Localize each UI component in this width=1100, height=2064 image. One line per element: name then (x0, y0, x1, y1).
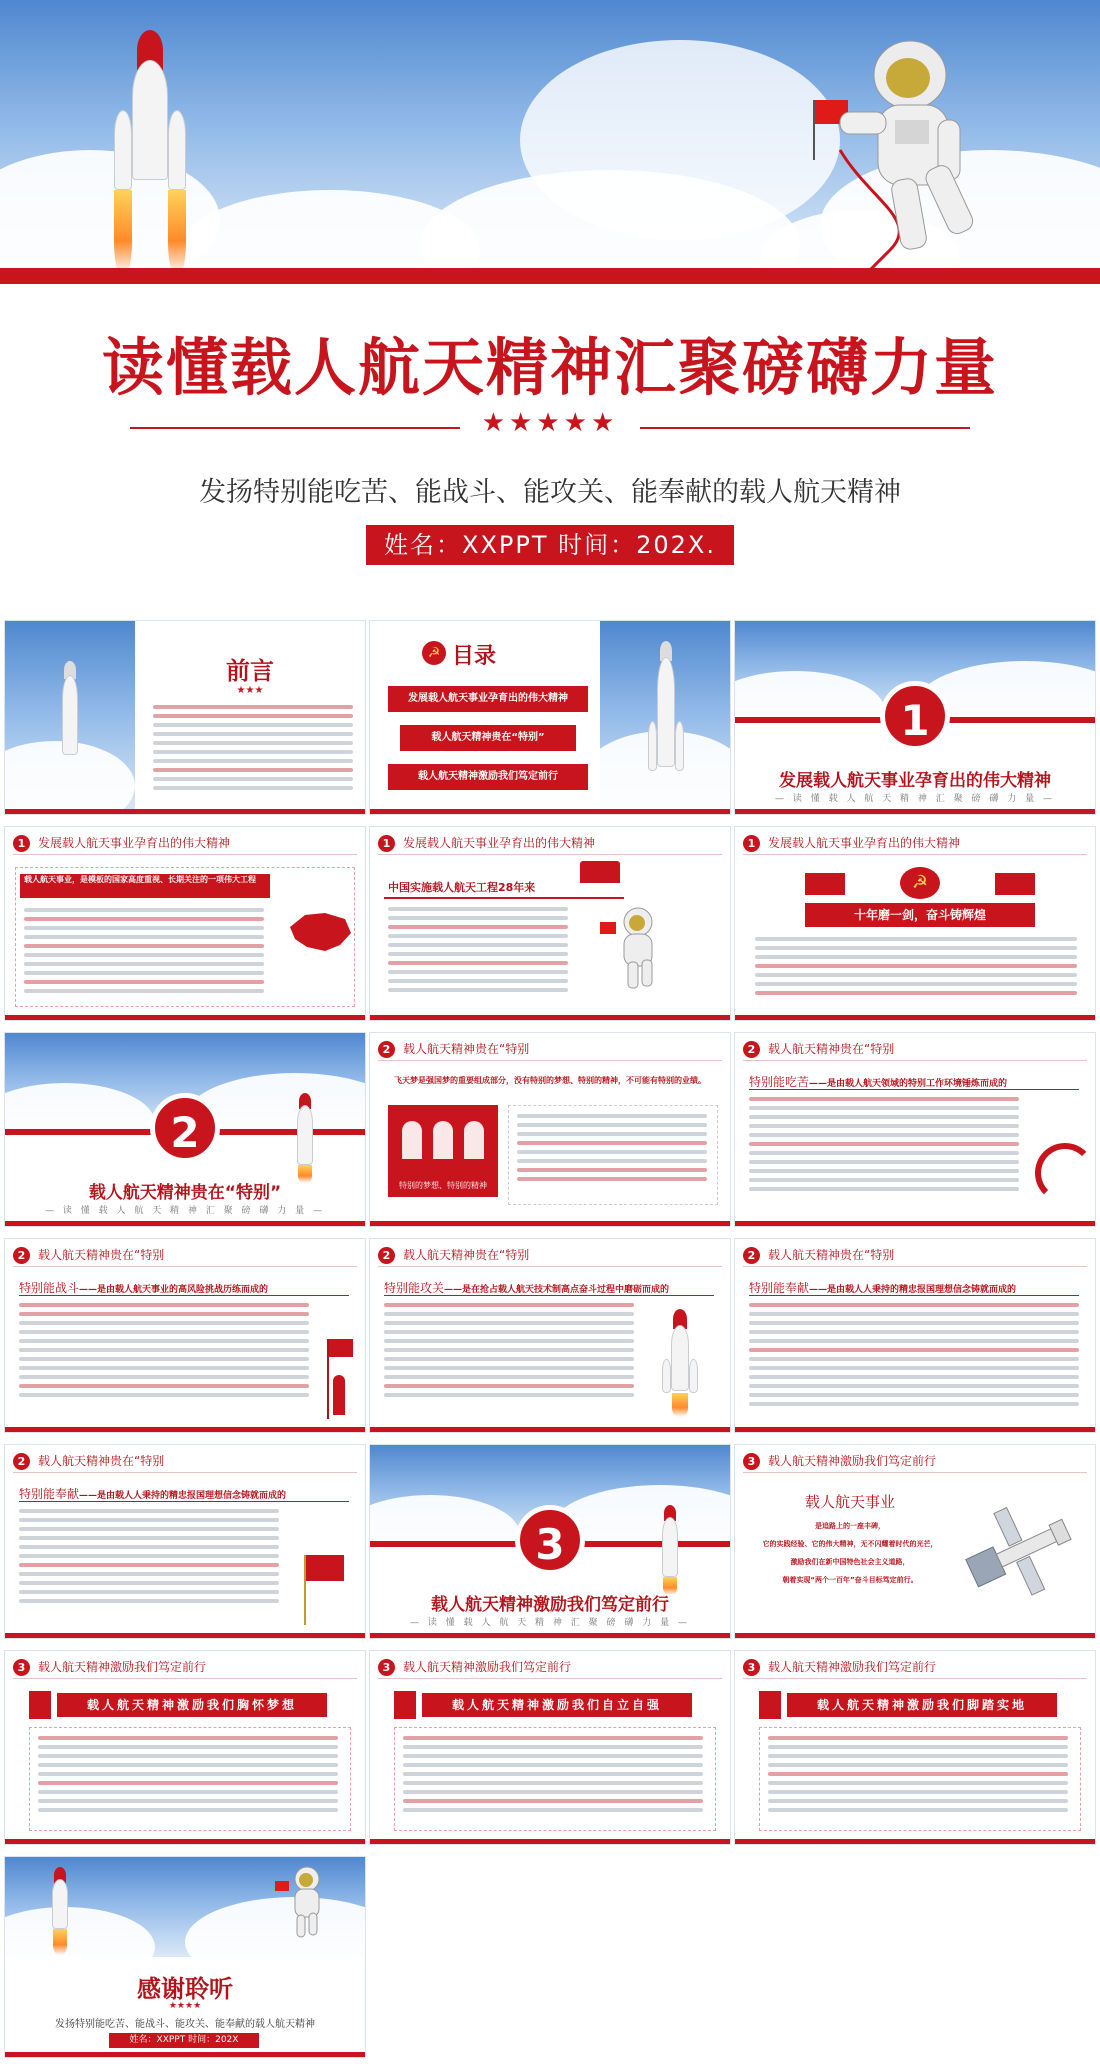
section-badge: 3 (743, 1453, 760, 1470)
slide-4a[interactable] (4, 1444, 366, 1639)
slide-header: 发展载人航天事业孕育出的伟大精神 (768, 836, 961, 850)
slide-5a[interactable] (4, 1650, 366, 1845)
slide-footer-band (370, 1221, 730, 1226)
slide-footer-band (370, 1427, 730, 1432)
thanks-title: 感谢聆听 (137, 1975, 233, 2003)
flag-bearer-icon (323, 1339, 353, 1419)
subsection-tail: ——是由载人航天领域的特别工作环境锤炼而成的 (809, 1079, 1008, 1089)
slide-toc[interactable] (369, 620, 731, 815)
banner-title: 载人航天精神激励我们自立自强 (422, 1693, 692, 1717)
slide-4c[interactable] (734, 1444, 1096, 1639)
rocket-icon (660, 1309, 700, 1419)
party-emblem-icon: ☭ (422, 641, 446, 665)
preface-title: 前言 (226, 657, 274, 685)
slide-header: 载人航天精神贵在“特别 (403, 1042, 530, 1056)
preface-stars: ★★★ (236, 685, 264, 696)
flag-icon (290, 1555, 350, 1625)
astronaut-icon (600, 902, 670, 992)
feature-line-4: 朝着实现“两个一百年”奋斗目标笃定前行。 (782, 1576, 918, 1584)
slide-header: 载人航天精神贵在“特别 (768, 1042, 895, 1056)
subsection-title: 特别能吃苦 (749, 1075, 810, 1089)
tiananmen-icon (580, 861, 620, 883)
thanks-sky (5, 1857, 365, 1957)
slide-3b[interactable] (369, 1238, 731, 1433)
slide-1b[interactable] (369, 826, 731, 1021)
astronaut-icon (800, 20, 1030, 268)
slide-thanks[interactable] (4, 1856, 366, 2058)
space-station-icon (957, 1495, 1087, 1605)
slide-footer-band (735, 1427, 1095, 1432)
section-badge: 2 (378, 1247, 395, 1264)
highlight-box: 载人航天事业，是模板的国家高度重视、长期关注的一项伟大工程 (20, 874, 270, 898)
toc-title: 目录 (452, 644, 497, 669)
rocket-icon (648, 641, 684, 791)
slide-footer-band (370, 1633, 730, 1638)
divider-left (130, 427, 460, 429)
subsection-title: 中国实施载人航天工程28年来 (388, 881, 536, 894)
section-subtitle: — 读 懂 载 人 航 天 精 神 汇 聚 磅 礴 力 量 — (45, 1206, 325, 1216)
subsection-tail: ——是由载人人秉持的精忠报国理想信念铸就而成的 (809, 1285, 1017, 1295)
rocket-icon (290, 1093, 320, 1183)
china-map-icon (285, 907, 355, 957)
slide-header: 发展载人航天事业孕育出的伟大精神 (38, 836, 231, 850)
cover-sky-banner (0, 0, 1100, 268)
toc-item-2[interactable]: 载人航天精神贵在“特别” (400, 725, 576, 751)
section-number: 2 (150, 1093, 220, 1163)
preface-body-text (153, 705, 353, 795)
section-badge: 2 (743, 1041, 760, 1058)
slide-5b[interactable] (369, 1650, 731, 1845)
subsection-heading (749, 1277, 1016, 1296)
subsection-tail: ——是由载人人秉持的精忠报国理想信念铸就而成的 (79, 1491, 287, 1501)
section-number: 3 (515, 1505, 585, 1575)
slide-3a[interactable] (4, 1238, 366, 1433)
slide-preface[interactable] (4, 620, 366, 815)
quote-text: 飞天梦是强国梦的重要组成部分，没有特别的梦想、特别的精神，不可能有特别的业绩。 (394, 1076, 706, 1085)
section-subtitle: — 读 懂 载 人 航 天 精 神 汇 聚 磅 礴 力 量 — (775, 794, 1055, 804)
cover-slide[interactable] (0, 0, 1100, 600)
slide-header: 发展载人航天事业孕育出的伟大精神 (403, 836, 596, 850)
rocket-icon (55, 661, 85, 771)
slide-header: 载人航天精神激励我们笃定前行 (403, 1660, 572, 1674)
slide-header: 载人航天精神贵在“特别 (38, 1454, 165, 1468)
name-time-bar: 姓名：XXPPT 时间：202X. (366, 525, 734, 565)
slide-section-3[interactable] (369, 1444, 731, 1639)
slide-3c[interactable] (734, 1238, 1096, 1433)
slide-section-2[interactable] (4, 1032, 366, 1227)
slide-header: 载人航天精神激励我们笃定前行 (768, 1660, 937, 1674)
slide-footer-band (5, 1427, 365, 1432)
banner-title: 载人航天精神激励我们脚踏实地 (787, 1693, 1057, 1717)
banner-title: 载人航天精神激励我们胸怀梦想 (57, 1693, 327, 1717)
toc-sky (600, 621, 730, 815)
thanks-name-time: 姓名：XXPPT 时间：202X (109, 2033, 259, 2048)
subsection-title: 特别能战斗 (19, 1281, 80, 1295)
slide-footer-band (370, 1839, 730, 1844)
section-badge: 2 (13, 1247, 30, 1264)
subsection-heading (749, 1071, 1007, 1090)
banner-title: 十年磨一剑，奋斗铸辉煌 (805, 903, 1035, 927)
section-badge: 3 (13, 1659, 30, 1676)
team-image (388, 1105, 498, 1197)
slide-header: 载人航天精神贵在“特别 (403, 1248, 530, 1262)
flag-icon (759, 1691, 781, 1719)
slide-footer-band (735, 1839, 1095, 1844)
slide-header: 载人航天精神贵在“特别 (38, 1248, 165, 1262)
subsection-title: 特别能攻关 (384, 1281, 445, 1295)
section-badge: 3 (378, 1659, 395, 1676)
flags-icon: ☭ (805, 867, 1035, 899)
subsection-heading (19, 1483, 286, 1502)
image-caption: 特别的梦想、特别的精神 (399, 1181, 487, 1190)
space-shuttle-icon (110, 30, 190, 268)
astronaut-icon (275, 1863, 335, 1943)
slide-footer-band (735, 1015, 1095, 1020)
slide-footer-band (5, 1015, 365, 1020)
subsection-tail: ——是在抢占载人航天技术制高点奋斗过程中磨砺而成的 (444, 1285, 670, 1295)
subsection-title: 特别能奉献 (749, 1281, 810, 1295)
section-title: 发展载人航天事业孕育出的伟大精神 (779, 771, 1051, 791)
subsection-title: 特别能奉献 (19, 1487, 80, 1501)
subsection-heading (384, 1277, 669, 1296)
toc-item-3[interactable]: 载人航天精神激励我们笃定前行 (388, 764, 588, 790)
slide-header: 载人航天精神贵在“特别 (768, 1248, 895, 1262)
cover-title: 读懂载人航天精神汇聚磅礴力量 (101, 331, 998, 404)
section-title: 载人航天精神贵在“特别” (88, 1183, 282, 1203)
preface-sky (5, 621, 135, 815)
subsection-heading (19, 1277, 268, 1296)
rocket-icon (655, 1505, 685, 1595)
thanks-subtitle: 发扬特别能吃苦、能战斗、能攻关、能奉献的载人航天精神 (55, 2019, 315, 2030)
ribbon-decoration (1035, 1143, 1095, 1203)
section-title: 载人航天精神激励我们笃定前行 (431, 1595, 669, 1615)
feature-title: 载人航天事业 (804, 1493, 895, 1511)
thanks-stars: ★★★★ (168, 2001, 202, 2011)
slide-footer-band (5, 1221, 365, 1226)
stars-divider: ★★★★★ (481, 408, 619, 438)
section-badge: 3 (743, 1659, 760, 1676)
slide-footer-band (5, 1839, 365, 1844)
cover-subtitle: 发扬特别能吃苦、能战斗、能攻关、能奉献的载人航天精神 (199, 477, 901, 508)
section-badge: 1 (13, 835, 30, 852)
slide-footer-band (5, 2052, 365, 2057)
feature-line-2: 它的实践经验、它的伟大精神，无不闪耀着时代的光芒， (762, 1540, 938, 1548)
divider-right (640, 427, 970, 429)
slide-section-1[interactable] (734, 620, 1096, 815)
slide-footer-band (5, 809, 365, 814)
slide-header: 载人航天精神激励我们笃定前行 (768, 1454, 937, 1468)
toc-item-1[interactable]: 发展载人航天事业孕育出的伟大精神 (388, 686, 588, 712)
slide-footer-band (5, 1633, 365, 1638)
slide-footer-band (370, 1015, 730, 1020)
slide-1c[interactable] (734, 826, 1096, 1021)
slide-2a[interactable] (369, 1032, 731, 1227)
slide-1a[interactable] (4, 826, 366, 1021)
cover-red-band (0, 268, 1100, 284)
feature-line-1: 是追路上的一座丰碑， (815, 1522, 885, 1530)
subsection-tail: ——是由载人航天事业的高风险挑战历练而成的 (79, 1285, 269, 1295)
section-subtitle: — 读 懂 载 人 航 天 精 神 汇 聚 磅 礴 力 量 — (410, 1618, 690, 1628)
slide-2b[interactable] (734, 1032, 1096, 1227)
feature-line-3: 激励我们在新中国特色社会主义道路， (790, 1558, 910, 1566)
flag-icon (29, 1691, 51, 1719)
slide-footer-band (735, 1221, 1095, 1226)
section-badge: 2 (13, 1453, 30, 1470)
section-badge: 2 (743, 1247, 760, 1264)
slide-footer-band (735, 1633, 1095, 1638)
space-shuttle-icon (45, 1867, 75, 1957)
section-number: 1 (880, 681, 950, 751)
section-badge: 1 (378, 835, 395, 852)
slide-5c[interactable] (734, 1650, 1096, 1845)
section-badge: 1 (743, 835, 760, 852)
slide-footer-band (370, 809, 730, 814)
section-badge: 2 (378, 1041, 395, 1058)
slide-footer-band (735, 809, 1095, 814)
flag-icon (394, 1691, 416, 1719)
slide-header: 载人航天精神激励我们笃定前行 (38, 1660, 207, 1674)
